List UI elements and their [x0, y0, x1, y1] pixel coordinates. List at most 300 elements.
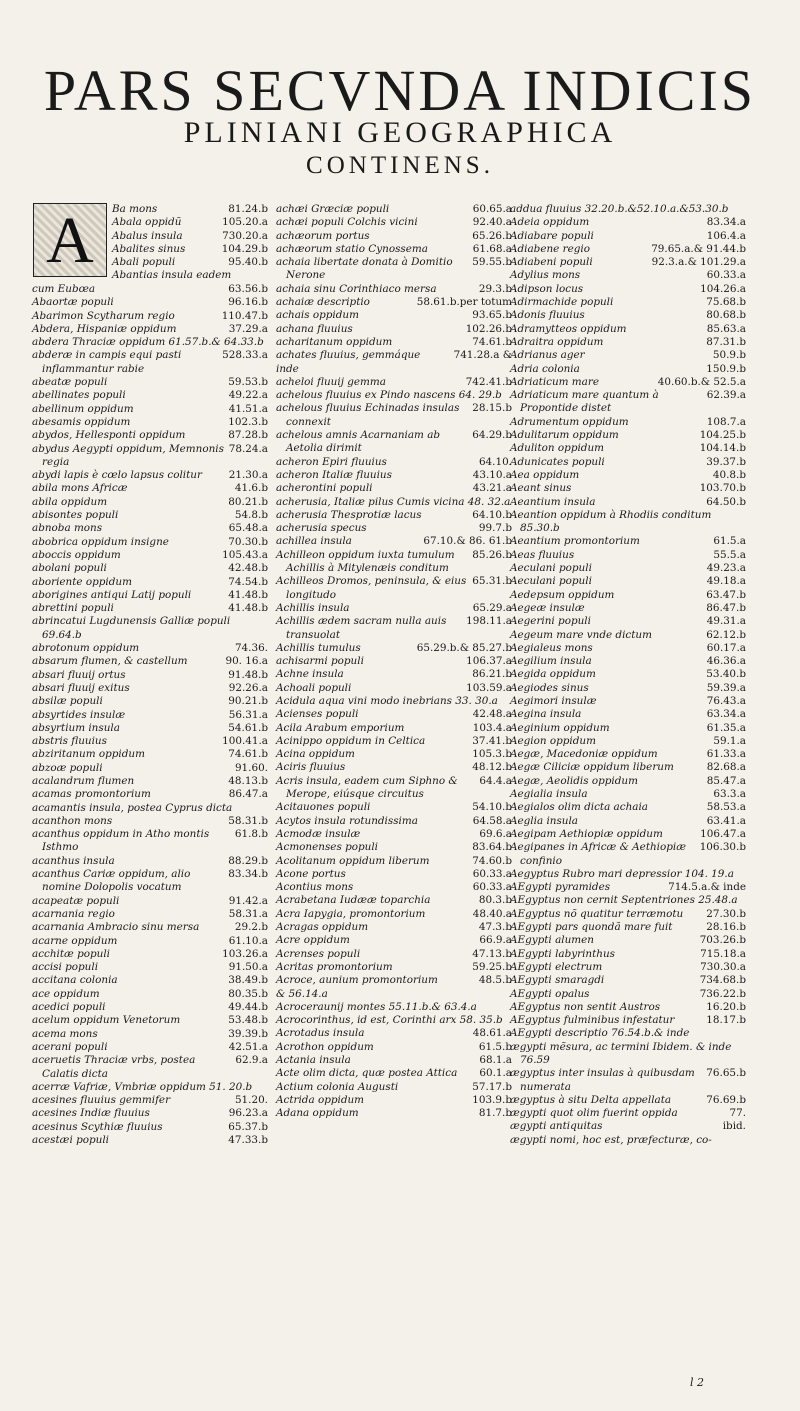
entry-reference: 38.49.b	[228, 974, 268, 987]
index-entry	[32, 815, 268, 828]
entry-term: abila oppidum	[32, 495, 108, 508]
entry-term: achisarmi populi	[276, 655, 364, 668]
entry-term: inde	[276, 362, 299, 375]
index-entry	[32, 895, 268, 908]
entry-reference: 47.33.b	[228, 1134, 268, 1146]
index-entry	[510, 788, 746, 801]
entry-term: Aegialeus mons	[510, 641, 593, 654]
entry-term: & 56.14.a	[276, 987, 328, 1000]
entry-term: acema mons	[32, 1027, 98, 1040]
index-entry	[32, 1028, 268, 1041]
entry-reference: 43.21.a	[472, 482, 512, 495]
entry-term: aborigines antiqui Latij populi	[32, 588, 192, 601]
entry-reference: 104.14.b	[699, 442, 746, 455]
index-entry	[276, 642, 512, 655]
entry-term: accisi populi	[32, 961, 99, 974]
index-entry	[276, 482, 512, 495]
entry-reference: 62.12.b	[706, 628, 746, 641]
entry-term: acanthus oppidum in Atho montis Isthmo	[32, 828, 210, 854]
entry-reference: 81.24.b	[228, 203, 268, 215]
index-entry	[32, 1094, 268, 1107]
index-entry	[32, 1041, 268, 1054]
entry-reference: 48.13.b	[228, 774, 268, 787]
entry-reference: 49.31.a	[706, 615, 746, 628]
entry-reference: 47.3.b	[478, 921, 512, 934]
entry-term: Acrenses populi	[276, 947, 361, 960]
entry-reference: 69.6.a	[479, 827, 512, 840]
entry-term: Acra Iapygia, promontorium	[276, 907, 426, 920]
entry-term: Abdera, Hispaniæ oppidum	[32, 322, 177, 335]
index-entry	[276, 349, 512, 362]
entry-term: achæorum statio Cynossema	[276, 242, 428, 255]
index-entry	[510, 349, 746, 362]
entry-term: Achillis insula	[276, 601, 350, 614]
entry-term: abolani populi	[32, 562, 107, 575]
entry-term: acanthon mons	[32, 814, 113, 827]
entry-term: acestæi populi	[32, 1134, 109, 1146]
index-entry	[510, 216, 746, 229]
entry-reference: 92.3.a.& 101.29.a	[651, 256, 746, 269]
entry-reference: 47.13.b	[472, 947, 512, 960]
entry-reference: 54.8.b	[234, 509, 268, 522]
index-entry	[32, 988, 268, 1001]
entry-reference: 105.3.b	[472, 748, 512, 761]
entry-term: AEgypti pars quondã mare fuit	[510, 921, 673, 934]
index-entry	[276, 216, 512, 229]
entry-term: Aeas fluuius	[510, 548, 575, 561]
entry-reference: 41.48.b	[228, 602, 268, 615]
entry-term: Aeantium insula	[510, 495, 596, 508]
entry-reference: 106.37.a	[466, 655, 512, 668]
entry-reference: 53.48.b	[228, 1014, 268, 1027]
index-entry	[276, 535, 512, 548]
index-entry	[510, 1001, 746, 1014]
entry-reference: 64.10.b	[472, 508, 512, 521]
entry-term: acherusia Thesprotiæ lacus	[276, 508, 422, 521]
entry-reference: 96.23.a	[228, 1107, 268, 1120]
index-entry	[510, 708, 746, 721]
index-entry	[510, 1107, 746, 1120]
entry-term: Acina oppidum	[276, 748, 355, 761]
index-entry	[32, 522, 268, 535]
entry-term: Adunicates populi	[510, 455, 605, 468]
index-entry	[510, 908, 746, 921]
entry-reference: 60.33.a	[706, 269, 746, 282]
index-entry	[276, 429, 512, 456]
entry-reference: 60.33.a	[472, 867, 512, 880]
index-entry	[510, 389, 746, 416]
entry-reference: 61.68.a	[472, 242, 512, 255]
index-entry	[32, 935, 268, 948]
column-2	[276, 203, 512, 1120]
entry-term: Aegeæ insulæ	[510, 601, 585, 614]
index-entry	[510, 549, 746, 562]
entry-term: Aegion oppidum	[510, 734, 596, 747]
index-entry	[276, 575, 512, 602]
index-entry	[510, 894, 746, 907]
entry-reference: 80.21.b	[228, 495, 268, 508]
entry-term: Achilleon oppidum iuxta tumulum Achillis à Mitylenæis conditum	[276, 548, 455, 575]
entry-reference: 48.61.a	[472, 1027, 512, 1040]
entry-term: Aeantion oppidum à Rhodiis conditum 85.30.b	[510, 508, 712, 535]
index-entry	[510, 363, 746, 376]
entry-reference: 80.3.b	[478, 894, 512, 907]
entry-reference: 61.10.a	[228, 934, 268, 947]
entry-term: acheloi fluuij gemma	[276, 375, 386, 388]
index-entry	[510, 496, 746, 509]
entry-reference: 65.37.b	[228, 1120, 268, 1133]
entry-reference: 53.40.b	[706, 668, 746, 681]
entry-reference: 76.43.a	[706, 694, 746, 707]
entry-term: Actium colonia Augusti	[276, 1080, 399, 1093]
index-entry	[32, 323, 268, 336]
entry-term: acheron Italiæ fluuius	[276, 468, 392, 481]
index-entry	[510, 722, 746, 735]
index-entry	[276, 203, 512, 216]
index-entry	[32, 589, 268, 602]
entry-reference: 60.17.a	[706, 641, 746, 654]
entry-term: Acrocorinthus, id est, Corinthi arx 58. 35.b	[276, 1014, 503, 1027]
entry-reference: 21.30.a	[228, 469, 268, 482]
index-entry	[510, 456, 746, 469]
index-entry	[32, 482, 268, 495]
index-entry	[276, 602, 512, 615]
entry-term: Acitauones populi	[276, 801, 371, 814]
entry-reference: 96.16.b	[228, 296, 268, 309]
index-entry	[276, 961, 512, 974]
entry-term: abrettini populi	[32, 602, 114, 615]
index-entry	[32, 682, 268, 695]
entry-term: ægyptus inter insulas à quibusdam numerata	[510, 1067, 695, 1093]
entry-reference: 70.30.b	[228, 535, 268, 548]
entry-term: Acrothon oppidum	[276, 1040, 374, 1053]
entry-reference: 91.50.a	[228, 961, 268, 974]
entry-reference: 742.41.b	[465, 375, 512, 388]
entry-term: AEgyptus nõ quatitur terræmotu	[510, 907, 684, 920]
entry-term: abydos, Hellesponti oppidum	[32, 429, 186, 442]
index-entry	[112, 269, 268, 282]
index-entry	[32, 828, 268, 855]
entry-term: absari fluuij ortus	[32, 668, 126, 681]
index-entry	[276, 868, 512, 881]
entry-term: Actrida oppidum	[276, 1093, 365, 1106]
index-entry	[276, 855, 512, 868]
entry-term: Adramytteos oppidum	[510, 322, 627, 335]
entry-reference: 49.23.a	[706, 562, 746, 575]
entry-term: Achillis ædem sacram nulla auis transuolat	[276, 615, 447, 641]
entry-reference: 76.69.b	[706, 1093, 746, 1106]
entry-reference: 730.20.a	[222, 229, 268, 242]
index-entry	[276, 615, 512, 642]
entry-term: Abali populi	[112, 256, 176, 269]
entry-reference: 65.29.a	[472, 601, 512, 614]
entry-term: Acidula aqua vini modo inebrians 33. 30.a	[276, 694, 498, 707]
entry-term: Acontius mons	[276, 881, 354, 894]
entry-term: Adriaticum mare	[510, 375, 599, 388]
index-entry	[32, 974, 268, 987]
entry-reference: 87.28.b	[228, 429, 268, 442]
entry-reference: 61.35.a	[706, 721, 746, 734]
index-entry	[32, 855, 268, 868]
entry-term: accitana colonia	[32, 974, 118, 987]
entry-term: acesines fluuius gemmifer	[32, 1094, 171, 1107]
index-entry	[276, 801, 512, 814]
entry-term: acanthus insula	[32, 854, 115, 867]
entry-reference: 66.9.a	[479, 934, 512, 947]
entry-reference: 714.5.a.& inde	[668, 881, 746, 894]
entry-reference: 63.56.b	[228, 283, 268, 295]
entry-term: achates fluuius, gemmáque	[276, 349, 421, 362]
entry-reference: 110.47.b	[221, 309, 268, 322]
entry-reference: 60.65.a	[472, 203, 512, 215]
entry-reference: 41.51.a	[228, 402, 268, 415]
entry-reference: 54.61.b	[228, 721, 268, 734]
entry-reference: 56.31.a	[228, 708, 268, 721]
entry-reference: 74.60.b	[472, 854, 512, 867]
index-entry	[32, 775, 268, 788]
entry-reference: 48.12.b	[472, 761, 512, 774]
index-entry	[276, 1107, 512, 1120]
entry-reference: 105.43.a	[222, 548, 268, 561]
entry-term: Abala oppidũ	[112, 216, 182, 229]
entry-term: Adana oppidum	[276, 1107, 359, 1120]
entry-reference: 49.22.a	[228, 389, 268, 402]
entry-term: acarnania Ambracio sinu mersa	[32, 921, 200, 934]
entry-reference: 29.3.b	[478, 282, 512, 295]
entry-term: acesines Indiæ fluuius	[32, 1107, 150, 1120]
index-entry	[32, 310, 268, 323]
entry-reference: 106.30.b	[699, 841, 746, 854]
entry-reference: 42.48.b	[228, 562, 268, 575]
index-entry	[510, 509, 746, 536]
entry-reference: 58.31.a	[228, 907, 268, 920]
entry-reference: 61.5.b	[478, 1040, 512, 1053]
index-entry	[276, 735, 512, 748]
entry-term: abnoba mons	[32, 522, 103, 535]
entry-term: Aeginium oppidum	[510, 721, 610, 734]
entry-reference: 102.26.b	[465, 322, 512, 335]
entry-term: acesinus Scythiæ fluuius	[32, 1120, 163, 1133]
entry-term: ægypti nomi, hoc est, præfecturæ, co-	[510, 1133, 712, 1146]
entry-term: aboriente oppidum	[32, 575, 132, 588]
index-entry	[32, 961, 268, 974]
entry-reference: 42.48.a	[472, 708, 512, 721]
entry-reference: 74.54.b	[228, 575, 268, 588]
entry-reference: 62.9.a	[235, 1054, 268, 1067]
index-entry	[112, 216, 268, 229]
index-entry	[32, 403, 268, 416]
index-entry	[510, 642, 746, 655]
index-entry	[510, 469, 746, 482]
index-entry	[276, 668, 512, 681]
entry-term: Actania insula	[276, 1054, 351, 1066]
entry-reference: 64.10.	[478, 455, 512, 468]
entry-term: Aegæ, Macedoniæ oppidum	[510, 748, 658, 761]
index-entry	[276, 1094, 512, 1107]
entry-term: acarnania regio	[32, 907, 115, 920]
index-entry	[510, 589, 746, 602]
entry-reference: 46.36.a	[706, 655, 746, 668]
index-entry	[276, 389, 512, 402]
entry-term: Abalus insula	[112, 229, 183, 242]
entry-term: aboccis oppidum	[32, 548, 121, 561]
index-entry	[510, 828, 746, 841]
entry-term: abisontes populi	[32, 509, 119, 522]
index-entry	[510, 230, 746, 243]
index-entry	[510, 562, 746, 575]
entry-reference: 63.47.b	[706, 588, 746, 601]
entry-term: achelous amnis Acarnaniam ab Aetolia dirimit	[276, 429, 441, 455]
index-entry	[276, 988, 512, 1001]
entry-term: abeatæ populi	[32, 376, 108, 389]
entry-reference: 75.68.b	[706, 296, 746, 309]
signature-mark: l 2	[690, 1376, 705, 1389]
index-entry	[276, 1027, 512, 1040]
entry-reference: 59.53.b	[228, 376, 268, 389]
index-entry	[510, 283, 746, 296]
entry-reference: 65.29.b.& 85.27.b	[416, 641, 512, 654]
index-entry	[510, 602, 746, 615]
entry-reference: 730.30.a	[700, 960, 746, 973]
entry-term: absyrtides insulæ	[32, 708, 126, 721]
entry-term: achæi Græciæ populi	[276, 203, 390, 215]
entry-term: Abalites sinus	[112, 242, 186, 255]
entry-term: Achoali populi	[276, 681, 352, 694]
entry-reference: 58.53.a	[706, 801, 746, 814]
index-entry	[32, 1054, 268, 1081]
entry-reference: 91.42.a	[228, 894, 268, 907]
entry-reference: 85.63.a	[706, 322, 746, 335]
entry-term: achæorum portus	[276, 229, 370, 242]
index-entry	[276, 1054, 512, 1067]
index-entry	[276, 456, 512, 469]
entry-term: ægypti quot olim fuerint oppida	[510, 1107, 678, 1120]
entry-term: acapeatæ populi	[32, 894, 120, 907]
entry-term: addua fluuius 32.20.b.&52.10.a.&53.30.b	[510, 203, 729, 215]
index-entry	[276, 908, 512, 921]
index-entry	[510, 655, 746, 668]
entry-reference: 60.1.a	[479, 1067, 512, 1080]
entry-reference: 61.8.b	[234, 828, 268, 841]
index-entry	[276, 1081, 512, 1094]
index-entry	[510, 535, 746, 548]
index-entry	[32, 669, 268, 682]
index-entry	[32, 389, 268, 402]
entry-reference: 92.40.a	[472, 216, 512, 229]
entry-reference: 93.65.b	[472, 309, 512, 322]
index-entry	[510, 801, 746, 814]
entry-term: achana fluuius	[276, 322, 353, 335]
index-entry	[276, 948, 512, 961]
index-entry	[32, 1014, 268, 1027]
entry-term: acerani populi	[32, 1040, 108, 1053]
entry-reference: 59.25.b	[472, 960, 512, 973]
index-entry	[32, 469, 268, 482]
entry-term: Adria colonia	[510, 362, 580, 375]
index-entry	[510, 735, 746, 748]
entry-reference: 74.61.b	[228, 748, 268, 761]
entry-term: acchitæ populi	[32, 947, 110, 960]
entry-reference: 86.47.b	[706, 601, 746, 614]
index-entry	[510, 948, 746, 961]
index-entry	[32, 549, 268, 562]
entry-term: abderæ in campis equi pasti inflammantur rabie	[32, 349, 182, 375]
index-entry	[276, 509, 512, 522]
entry-reference: 90.21.b	[228, 695, 268, 708]
entry-term: Acroceraunij montes 55.11.b.& 63.4.a	[276, 1000, 477, 1013]
index-entry	[510, 695, 746, 708]
entry-reference: 103.70.b	[699, 482, 746, 495]
entry-reference: 150.9.b	[706, 362, 746, 375]
entry-term: absarum flumen, & castellum	[32, 655, 188, 668]
index-entry	[276, 881, 512, 894]
index-entry	[276, 549, 512, 576]
index-entry	[510, 815, 746, 828]
entry-term: acalandrum flumen	[32, 774, 135, 787]
entry-reference: 57.17.b	[472, 1080, 512, 1093]
index-entry	[276, 828, 512, 841]
index-entry	[510, 376, 746, 389]
entry-term: acheron Epiri fluuius	[276, 455, 387, 468]
index-entry	[276, 815, 512, 828]
index-entry	[276, 708, 512, 721]
index-entry	[510, 336, 746, 349]
index-entry	[32, 655, 268, 668]
entry-reference: 43.10.a	[472, 468, 512, 481]
entry-reference: 67.10.& 86. 61.b	[423, 535, 512, 548]
entry-term: Aeglia insula	[510, 814, 579, 827]
entry-term: Achne insula	[276, 668, 344, 681]
entry-reference: 103.4.a	[472, 721, 512, 734]
entry-term: Acolitanum oppidum liberum	[276, 854, 430, 867]
entry-term: Aeantium promontorium	[510, 535, 640, 548]
entry-term: achillea insula	[276, 535, 352, 548]
entry-term: acarne oppidum	[32, 934, 118, 947]
entry-term: acamas promontorium	[32, 788, 151, 801]
entry-term: Acroce, aunium promontorium	[276, 974, 438, 987]
entry-term: Acinippo oppidum in Celtica	[276, 734, 426, 747]
entry-reference: 86.21.b	[472, 668, 512, 681]
entry-reference: 198.11.a	[466, 615, 512, 628]
entry-reference: 105.20.a	[222, 216, 268, 229]
index-entry	[32, 496, 268, 509]
entry-reference: 83.34.b	[228, 868, 268, 881]
entry-term: abellinates populi	[32, 389, 126, 402]
index-entry	[510, 1067, 746, 1094]
entry-reference: 79.65.a.& 91.44.b	[651, 242, 746, 255]
index-entry	[510, 482, 746, 495]
entry-term: abzoæ populi	[32, 761, 103, 774]
entry-reference: 86.47.a	[228, 788, 268, 801]
entry-reference: 104.29.b	[221, 242, 268, 255]
entry-reference: 18.17.b	[706, 1014, 746, 1027]
entry-reference: 80.68.b	[706, 309, 746, 322]
column-1	[32, 283, 268, 1147]
entry-term: Abantias insula eadem	[112, 269, 232, 282]
index-entry	[32, 762, 268, 775]
entry-term: AEgypti electrum	[510, 960, 603, 973]
entry-term: achelous fluuius ex Pindo nascens 64. 29.b	[276, 389, 502, 402]
entry-term: absilæ populi	[32, 695, 103, 708]
index-entry	[510, 416, 746, 429]
entry-reference: 76.65.b	[706, 1067, 746, 1080]
index-entry	[510, 682, 746, 695]
entry-term: Aegina insula	[510, 708, 582, 721]
index-entry	[510, 961, 746, 974]
index-entry	[510, 629, 746, 642]
entry-reference: 715.18.a	[700, 947, 746, 960]
entry-term: Acone portus	[276, 867, 346, 880]
